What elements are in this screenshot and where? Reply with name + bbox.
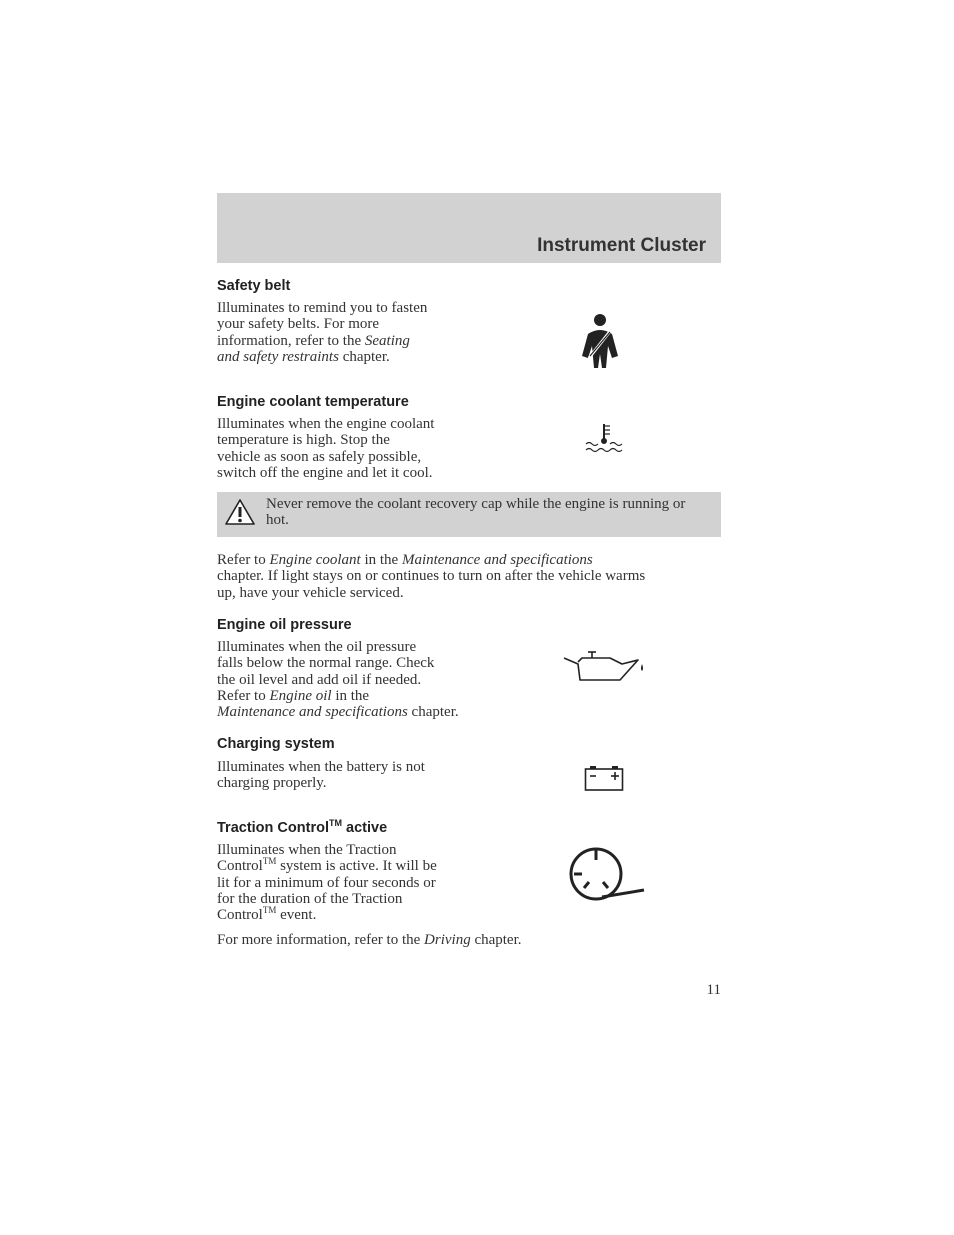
traction-heading: Traction Control™ active <box>217 818 388 836</box>
coolant-refer-text: Refer to Engine coolant in the Maintenance and specifications chapter. If light stays on or continues to turn on after the vehicle warms up, have your vehicle serviced. <box>217 552 646 601</box>
coolant-heading: Engine coolant temperature <box>217 394 409 410</box>
safety-belt-text: Illuminates to remind you to fasten your safety belts. For more information, refer to the Seating and safety restraints chapter. <box>217 300 428 365</box>
traction-control-icon <box>568 844 648 904</box>
warning-text: Never remove the coolant recovery cap while the engine is running or hot. <box>266 496 686 529</box>
charging-text: Illuminates when the battery is not charging properly. <box>217 759 425 792</box>
driving-refer-text: For more information, refer to the Driving chapter. <box>217 932 522 948</box>
coolant-text: Illuminates when the engine coolant temperature is high. Stop the vehicle as soon as safely possible, switch off the engine and let it cool. <box>217 416 435 481</box>
oil-heading: Engine oil pressure <box>217 617 352 633</box>
coolant-temperature-icon <box>584 422 624 454</box>
header-band <box>217 193 721 263</box>
traction-text: Illuminates when the Traction Control™ system is active. It will be lit for a minimum of four seconds or for the duration of the Traction Control™ event. <box>217 842 437 924</box>
warning-box <box>217 492 721 537</box>
safety-belt-heading: Safety belt <box>217 278 291 294</box>
battery-icon <box>584 764 624 792</box>
oil-text: Illuminates when the oil pressure falls below the normal range. Check the oil level and add oil if needed. Refer to Engine oil in the Maintenance and specifications chapter. <box>217 639 459 721</box>
warning-triangle-icon <box>224 498 256 526</box>
seat-belt-icon <box>576 312 624 370</box>
page-number: 11 <box>706 982 721 998</box>
charging-heading: Charging system <box>217 736 335 752</box>
page-title: Instrument Cluster <box>537 235 706 256</box>
oil-can-icon <box>562 650 648 684</box>
